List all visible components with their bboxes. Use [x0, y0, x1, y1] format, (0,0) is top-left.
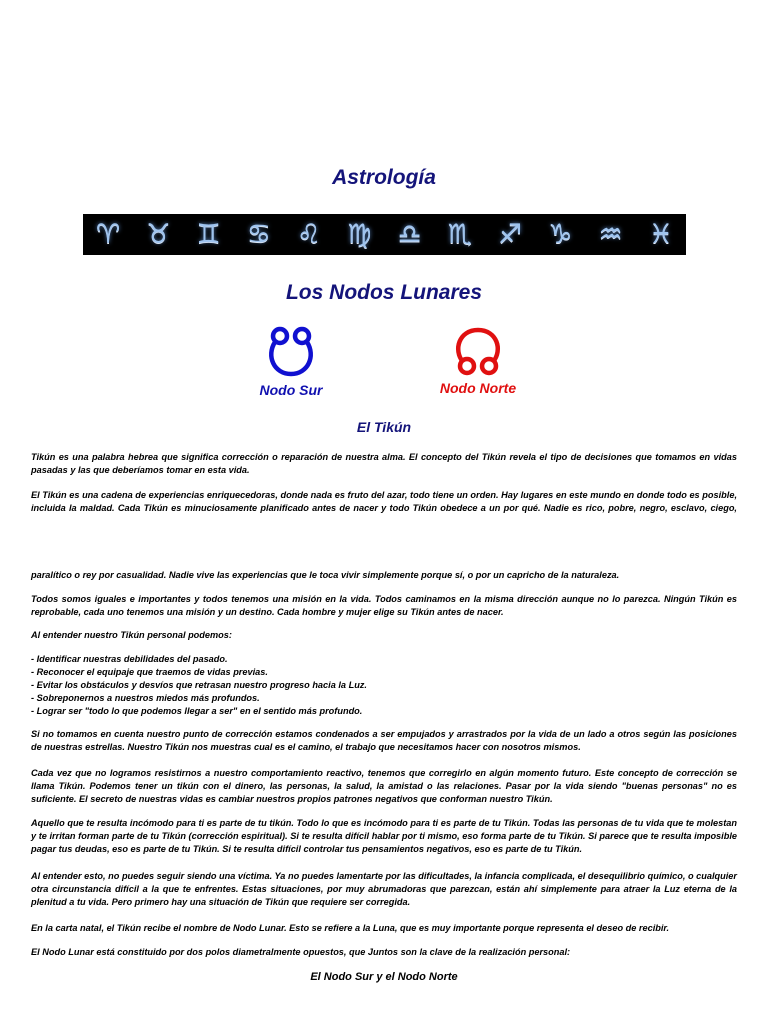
- list-item: - Identificar nuestras debilidades del pasado.: [31, 654, 228, 664]
- north-node-icon: [455, 326, 501, 376]
- aquarius-icon: ♒: [598, 219, 623, 250]
- section-title: Los Nodos Lunares: [285, 281, 483, 304]
- capricorn-icon: ♑: [548, 219, 573, 250]
- virgo-icon: ♍: [347, 219, 372, 250]
- south-node-label: Nodo Sur: [259, 382, 323, 398]
- north-node-label: Nodo Norte: [439, 380, 517, 396]
- paragraph-10: En la carta natal, el Tikún recibe el nombre de Nodo Lunar. Esto se refiere a la Luna, que es muy importante porque representa el deseo de recibir.: [31, 923, 670, 933]
- pisces-icon: ♓: [648, 219, 673, 250]
- paragraph-4: Todos somos iguales e importantes y todos tenemos una misión en la vida. Todos caminamos en la misma dirección aunque no lo parezca. Ningún Tikún es reprobable, cada uno tenemos una misión y un destino. Cada hombre y mujer elige su Tikún antes de nacer.: [31, 594, 737, 617]
- list-item: - Reconocer el equipaje que traemos de vidas previas.: [31, 667, 268, 677]
- paragraph-5: Al entender nuestro Tikún personal podemos:: [31, 630, 232, 640]
- sagittarius-icon: ♐: [498, 219, 523, 250]
- page-title: Astrología: [332, 166, 436, 189]
- paragraph-3: paralítico o rey por casualidad. Nadie vive las experiencias que le toca vivir simplemente porque sí, o por un capricho de la naturaleza.: [31, 570, 620, 580]
- paragraph-9: Al entender esto, no puedes seguir siendo una víctima. Ya no puedes lamentarte por las dificultades, la infancia complicada, el desequilibrio químico, o cualquier otra circunstancia difícil a la que te enfrentes. Estas situaciones, por muy abrumadoras que parezcan, están ahí simplemente para atraer la Luz eterna de la plenitud a tu vida. Pero primero hay una situación de Tikún que requiere ser corregida.: [31, 871, 737, 907]
- nodes-heading: El Nodo Sur y el Nodo Norte: [310, 971, 458, 983]
- scorpio-icon: ♏: [447, 219, 472, 250]
- paragraph-8: Aquello que te resulta incómodo para ti es parte de tu tikún. Todo lo que es incómodo para ti es parte de tu Tikún. Todas las personas de tu vida que te molestan y te irritan forman parte de tu Tikún (corrección espiritual). Si te resulta difícil hablar por ti mismo, eso forma parte de tu Tikún. Si parece que te resulta imposible pagar tus deudas, eso es parte de tu Tikún. Si te resulta difícil controlar tus pensamientos negativos, eso es parte de tu Tikún.: [31, 818, 737, 854]
- paragraph-6: Si no tomamos en cuenta nuestro punto de corrección estamos condenados a ser empujados y arrastrados por la vida de un lado a otros según las posiciones de nuestras estrellas. Nuestro Tikún nos muestras cual es el camino, el trabajo que necesitamos hacer con nosotros mismos.: [31, 729, 737, 752]
- cancer-icon: ♋: [246, 219, 271, 250]
- aries-icon: ♈: [96, 219, 121, 250]
- libra-icon: ♎: [397, 219, 422, 250]
- gemini-icon: ♊: [196, 219, 221, 250]
- list-item: - Lograr ser "todo lo que podemos llegar a ser" en el sentido más profundo.: [31, 706, 363, 716]
- benefits-list: [31, 653, 737, 718]
- taurus-icon: ♉: [146, 219, 171, 250]
- paragraph-11: El Nodo Lunar está constituido por dos polos diametralmente opuestos, que Juntos son la clave de la realización personal:: [31, 947, 571, 957]
- tikun-heading: El Tikún: [356, 419, 412, 435]
- leo-icon: ♌: [297, 219, 322, 250]
- paragraph-1: Tikún es una palabra hebrea que significa corrección o reparación de nuestra alma. El concepto del Tikún revela el tipo de decisiones que tomamos en vidas pasadas y las que deberíamos tomar en esta vida.: [31, 452, 737, 475]
- list-item: - Sobreponernos a nuestros miedos más profundos.: [31, 693, 260, 703]
- list-item: - Evitar los obstáculos y desvíos que retrasan nuestro progreso hacia la Luz.: [31, 680, 367, 690]
- paragraph-7: Cada vez que no logramos resistirnos a nuestro comportamiento reactivo, tenemos que corregirlo en algún momento futuro. Este concepto de corrección se llama Tikún. Podemos tener un tikún con el dinero, las personas, la salud, la amistad o las relaciones. Pasar por la vida siendo "buenas personas" no es suficiente. El secreto de nuestras vidas es cambiar nuestros propios patrones negativos que conforman nuestro Tikún.: [31, 768, 737, 804]
- paragraph-2: El Tikún es una cadena de experiencias enriquecedoras, donde nada es fruto del azar, todo tiene un orden. Hay lugares en este mundo en donde todo es posible, incluida la maldad. Cada Tikún es minuciosamente planificado antes de nacer y todo Tikún obedece a un por qué. Nadie es rico, pobre, negro, esclavo, ciego,: [31, 490, 737, 513]
- zodiac-banner: [83, 214, 686, 255]
- south-node-icon: [268, 326, 314, 378]
